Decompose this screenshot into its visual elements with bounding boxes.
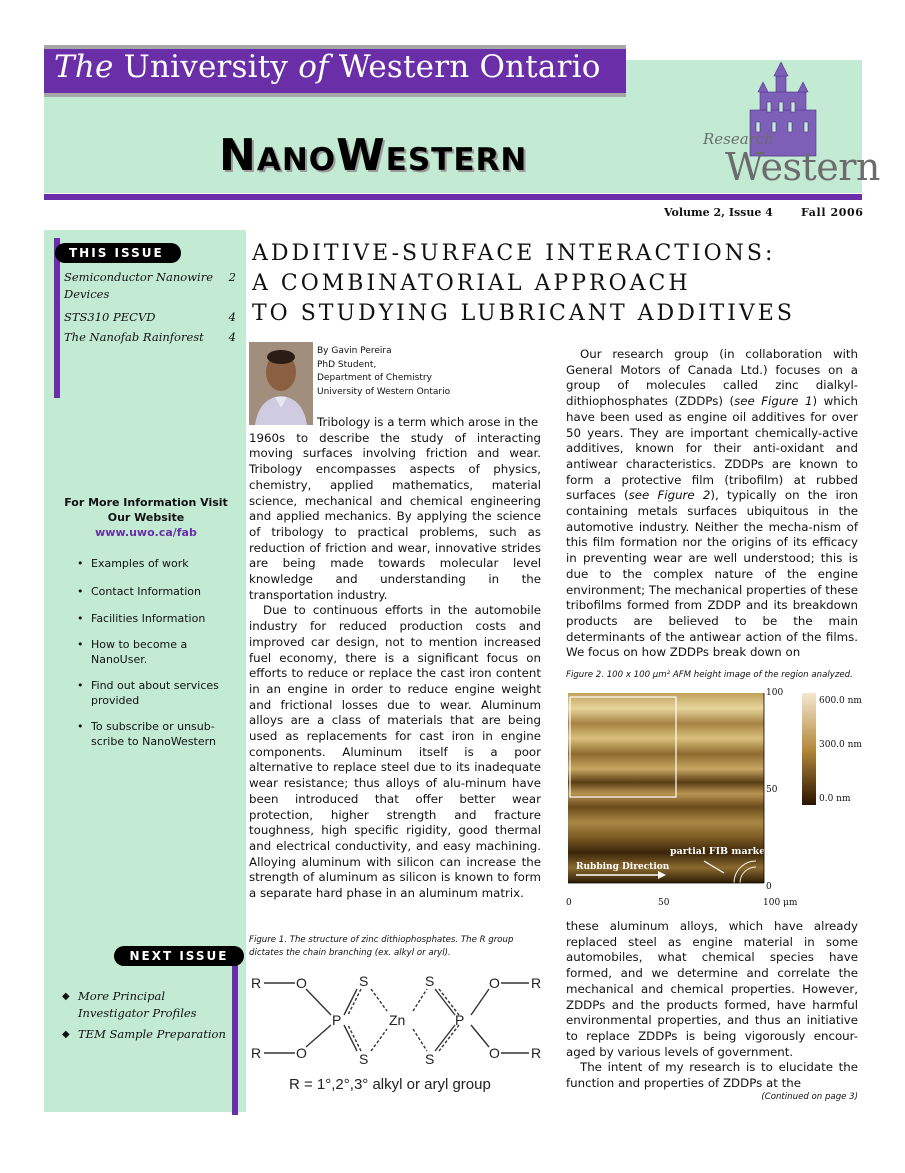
x-tick-label: 0 [566, 898, 572, 908]
website-link[interactable]: www.uwo.ca/fab [95, 526, 197, 539]
atom-s: S [425, 1051, 435, 1067]
paragraph: The intent of my research is to elucidate the function and properties of ZDDPs at the [566, 1060, 858, 1091]
figure2-caption: Figure 2. 100 x 100 μm² AFM height image of the region analyzed. [566, 670, 853, 680]
r-group-legend: R = 1°,2°,3° alkyl or aryl group [289, 1076, 491, 1093]
figure1-caption: Figure 1. The structure of zinc dithiophosphates. The R group dictates the chain branching (ex. alkyl or aryl). [249, 935, 514, 958]
toc-item[interactable]: STS310 PECVD 4 [64, 310, 236, 324]
author-byline: By Gavin Pereira PhD Student, Department of Chemistry University of Western Ontario [317, 346, 451, 397]
newsletter-masthead: NANOWESTERN [219, 130, 528, 181]
volume-issue: Volume 2, Issue 4 [664, 206, 773, 219]
toc-item[interactable]: The Nanofab Rainforest 4 [64, 330, 236, 344]
atom-p: P [455, 1012, 465, 1028]
colorbar-label: 0.0 nm [819, 794, 851, 804]
atom-o: O [296, 975, 307, 991]
toc-page-number: 2 [228, 270, 236, 284]
afm-height-image [566, 683, 866, 913]
bullet-icon: • [77, 612, 84, 625]
paragraph: these aluminum alloys, which have already replaced steel as engine material in some automobiles, what chemical species have formed, and we determine and correlate the mechanical and chemical properties. However, ZDDPs and the products formed, have harmful environmental properties, and thus an initiative to replace ZDDPs is being vigorously encour-aged by various levels of government. [566, 919, 858, 1059]
header-divider [44, 194, 862, 200]
article-column-right [566, 347, 858, 661]
atom-s: S [359, 973, 369, 989]
author-photo [249, 342, 313, 425]
atom-r: R [251, 975, 262, 991]
issue-season: Fall 2006 [801, 206, 864, 219]
x-tick-label: 50 [658, 898, 670, 908]
toc-page-number: 4 [228, 310, 236, 324]
article-title: ADDITIVE-SURFACE INTERACTIONS: A COMBINATORIAL APPROACH TO STUDYING LUBRICANT ADDITIVES [252, 241, 795, 326]
atom-r: R [531, 975, 542, 991]
paragraph: Our research group (in collaboration with General Motors of Canada Ltd.) focuses on a group of molecules called zinc dialkyl-dithiophosphates (ZDDPs) (see Figure 1) which have been used as engine oil additives for over 50 years. They are important chemically-active additives, known for their anti-oxidant and antiwear characteristics. ZDDPs are known to form a protective film (tribofilm) at rubbed surfaces (see Figure 2), typically on the iron containing metals surfaces ubiquitous in the automotive industry. Neither the mecha-nism of this film formation nor the origins of its efficacy in preventing wear are well understood; this is due to the complex nature of the engine environment; The mechanical properties of these tribofilms formed from ZDDP and its breakdown products are believed to be the main determinants of the antiwear action of the films. We focus on how ZDDPs break down on [566, 347, 859, 660]
atom-r: R [251, 1045, 262, 1061]
atom-s: S [425, 973, 435, 989]
paragraph-lead: Tribology is a term which arose in the [317, 415, 539, 429]
atom-r: R [531, 1045, 542, 1061]
list-item[interactable]: • Find out about services provided [77, 679, 219, 707]
article-column-left [249, 415, 541, 902]
list-item[interactable]: • To subscribe or unsub-scribe to NanoWestern [77, 720, 216, 748]
next-issue-heading: NEXT ISSUE [114, 946, 244, 966]
logo-research-text: Research [703, 130, 774, 148]
x-tick-label: 100 μm [763, 898, 798, 908]
atom-o: O [489, 975, 500, 991]
list-item[interactable]: • Contact Information [77, 585, 201, 598]
bullet-icon: • [77, 720, 84, 733]
toc-item[interactable]: Semiconductor Nanowire Devices 2 [64, 270, 236, 301]
list-item[interactable]: • Facilities Information [77, 612, 206, 625]
sidebar-background [44, 230, 246, 1112]
y-tick-label: 50 [766, 785, 778, 795]
continued-note: (Continued on page 3) [761, 1092, 858, 1102]
list-item: ◆ TEM Sample Preparation [62, 1027, 226, 1041]
logo-western-text: Western [725, 145, 880, 189]
article-column-right-continued [566, 919, 858, 1092]
atom-p: P [332, 1012, 342, 1028]
colorbar-label: 300.0 nm [819, 740, 862, 750]
atom-s: S [359, 1051, 369, 1067]
colorbar-label: 600.0 nm [819, 696, 862, 706]
list-item: ◆ More Principal Investigator Profiles [62, 989, 197, 1020]
toc-page-number: 4 [228, 330, 236, 344]
diamond-bullet-icon: ◆ [62, 991, 70, 1002]
bullet-icon: • [77, 638, 84, 651]
this-issue-heading: THIS ISSUE [55, 243, 181, 263]
bullet-icon: • [77, 679, 84, 692]
atom-zn: Zn [389, 1012, 406, 1028]
university-name: The University of Western Ontario [54, 49, 601, 85]
bullet-icon: • [77, 585, 84, 598]
fib-marker-label: partial FIB marker [670, 846, 771, 857]
list-item[interactable]: • How to become a NanoUser. [77, 638, 188, 666]
sidebar-accent-stripe [54, 238, 60, 398]
paragraph: 1960s to describe the study of interacting moving surfaces involving friction and wear. Tribology encompasses aspects of physics, chemistry, applied mathematics, material science, mechanical and chemical engineering and applied mechanics. By applying the science of tribology to practical problems, such as reduction of friction and wear, innovative strides are being made towards molecular level knowledge and understanding in the transportation industry. [249, 430, 541, 602]
y-tick-label: 100 [766, 688, 784, 698]
rubbing-direction-label: Rubbing Direction [576, 862, 670, 872]
more-info-block: For More Information Visit Our Website www.uwo.ca/fab [60, 495, 232, 540]
zddp-structure-diagram [249, 967, 549, 1097]
list-item[interactable]: • Examples of work [77, 557, 189, 570]
bullet-icon: • [77, 557, 84, 570]
y-tick-label: 0 [766, 882, 772, 892]
paragraph: Due to continuous efforts in the automobile industry for reduced production costs and improved car design, not to mention increased fuel economy, there is a significant focus on efforts to reduce or replace the cast iron content in an engine in order to reduce engine weight and frictional losses due to wear. Aluminum alloys are a class of materials that are being used as replacements for cast iron in engine components. Aluminum itself is a poor alternative to replace steel due to its inadequate wear resistance; thus alloys of alu-minum have been introduced that offer better wear protection, higher strength and fracture toughness, high specific rigidity, good thermal and electrical conductivity, and easy machining. Alloying aluminum with silicon can increase the strength of aluminum as silicon is known to form a separate hard phase in an aluminum matrix. [249, 603, 541, 901]
atom-o: O [296, 1045, 307, 1061]
atom-o: O [489, 1045, 500, 1061]
diamond-bullet-icon: ◆ [62, 1029, 70, 1040]
